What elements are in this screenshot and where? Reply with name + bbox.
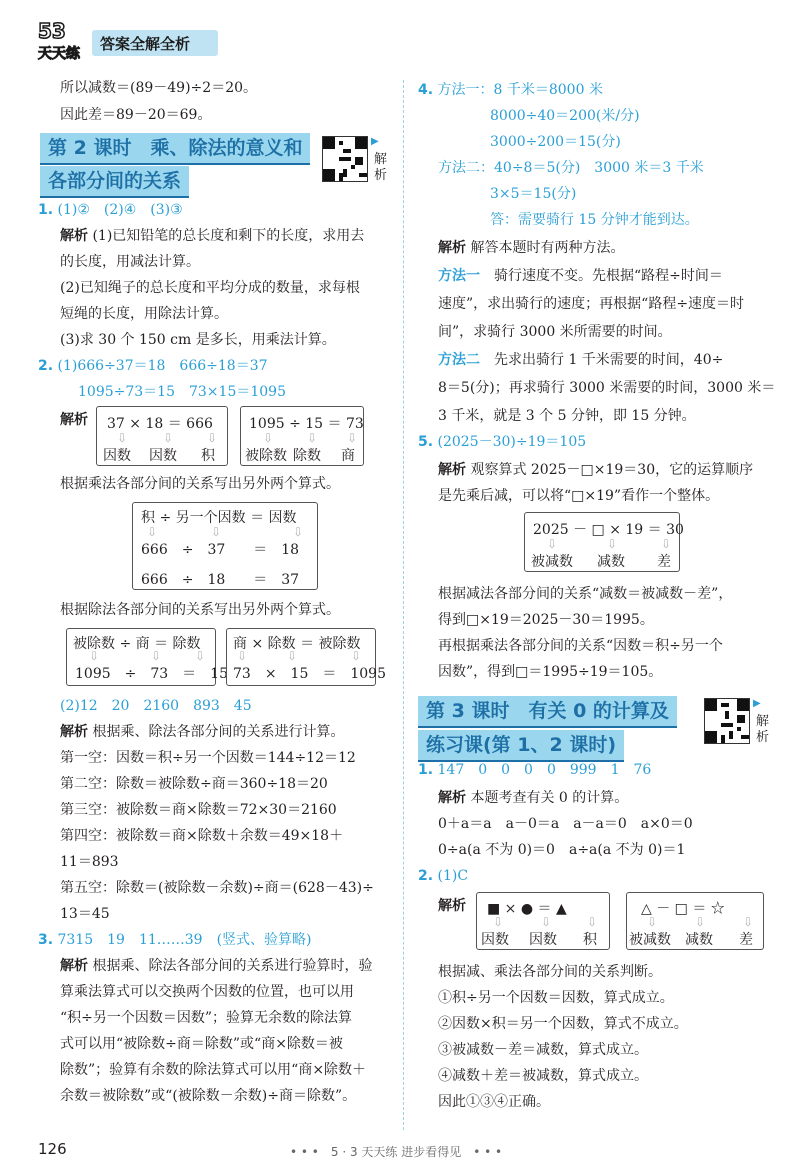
box-label: 因数 — [103, 448, 131, 464]
answer: 7315 19 11……39 (竖式、验算略) — [57, 932, 312, 948]
play-icon: ▶ — [753, 698, 761, 709]
box-equation: ■ × ● ＝ ▲ — [487, 901, 567, 917]
text-line: ④减数＋差＝被减数，算式成立。 — [438, 1068, 648, 1084]
text-line: 因数”，得到□＝1995÷19＝105。 — [438, 664, 663, 680]
brand-logo — [36, 14, 88, 62]
box-label: 差 — [657, 554, 671, 570]
q-number: 3. — [38, 932, 54, 948]
relation-box: ■ × ● ＝ ▲ ⇩ ⇩ ⇩ 因数 因数 积 — [476, 892, 610, 950]
q-number: 1. — [418, 762, 434, 778]
svg-text:53: 53 — [38, 19, 66, 43]
box-label: 因数 — [529, 932, 557, 948]
answer: 8000÷40＝200(米/分) — [490, 108, 640, 124]
q-number: 1. — [38, 202, 54, 218]
relation-box: 商 × 除数 ＝ 被除数 ⇩ ⇩ ⇩ 73 × 15 ＝ 1095 — [226, 628, 376, 686]
answer: 方法二：40÷8＝5(分) 3000 米＝3 千米 — [438, 160, 704, 176]
box-label: 被减数 — [629, 932, 671, 948]
analysis-label: 解析 — [438, 462, 466, 478]
text-line: 余数＝被除数”或“(被除数－余数)÷商＝除数”。 — [60, 1088, 357, 1104]
text-line: 根据减法各部分间的关系“减数＝被减数－差”， — [438, 586, 733, 602]
answer: 1095÷73＝15 73×15＝1095 — [78, 384, 286, 400]
text-line: 先求出骑行 1 千米需要的时间，40÷ — [494, 352, 724, 368]
lesson-title-3b: 练习课(第 1、2 课时) — [418, 730, 624, 762]
relation-box: △ － □ ＝ ☆ ⇩ ⇩ ⇩ 被减数 减数 差 — [626, 892, 764, 950]
text-line: 根据减、乘法各部分间的关系判断。 — [438, 964, 662, 980]
analysis-label: 解析 — [438, 790, 466, 806]
qr-code-icon[interactable] — [322, 136, 368, 182]
analysis-label: 解析 — [60, 724, 88, 740]
text-line: 观察算式 2025－□×19＝30，它的运算顺序 — [470, 462, 754, 478]
text-line: 解答本题时有两种方法。 — [470, 240, 625, 256]
box-equation: 积 ÷ 另一个因数 ＝ 因数 — [141, 510, 297, 526]
text-line: 根据乘、除法各部分间的关系进行验算时，验 — [92, 958, 373, 974]
relation-box: 积 ÷ 另一个因数 ＝ 因数 ⇩ ⇩ ⇩ 666 ÷ 37 ＝ 18 666 ÷ 18 ＝ 37 — [132, 502, 318, 590]
answer: 147 0 0 0 0 999 1 76 — [437, 762, 652, 778]
box-equation: 666 ÷ 37 ＝ 18 — [141, 542, 300, 558]
answer: 答：需要骑行 15 分钟才能到达。 — [490, 212, 699, 228]
text-line: ③被减数－差＝减数，算式成立。 — [438, 1042, 648, 1058]
box-label: 差 — [739, 932, 753, 948]
lesson-title-2b: 各部分间的关系 — [40, 166, 189, 198]
q-number: 5. — [418, 434, 434, 450]
box-label: 减数 — [685, 932, 713, 948]
page-number: 126 — [38, 1140, 67, 1158]
text-line: (1)已知铅笔的总长度和剩下的长度，求用去 — [92, 228, 365, 244]
box-label: 被除数 — [245, 448, 287, 464]
box-equation: 37 × 18 ＝ 666 — [107, 416, 213, 432]
box-label: 商 — [341, 448, 355, 464]
qr-label: 解析 — [756, 714, 770, 745]
text-line: 式可以用“被除数÷商＝除数”或“商×除数＝被 — [60, 1036, 343, 1052]
analysis-label: 解析 — [60, 412, 88, 428]
method-label: 方法二 — [438, 352, 480, 368]
box-equation: 1095 ÷ 73 ＝ 15 — [75, 666, 228, 682]
box-equation: △ － □ ＝ ☆ — [641, 901, 725, 917]
text-line: 是先乘后减，可以将“□×19”看作一个整体。 — [438, 488, 720, 504]
text-line: 第五空：除数＝(被除数－余数)÷商＝(628－43)÷ — [60, 880, 374, 896]
relation-box: 被除数 ÷ 商 ＝ 除数 ⇩ ⇩ ⇩ 1095 ÷ 73 ＝ 15 — [66, 628, 216, 686]
analysis-label: 解析 — [60, 228, 88, 244]
box-label: 因数 — [481, 932, 509, 948]
text-line: 0＋a＝a a－0＝a a－a＝0 a×0＝0 — [438, 816, 693, 832]
text-line: 骑行速度不变。先根据“路程÷时间＝ — [494, 268, 723, 284]
box-equation: 商 × 除数 ＝ 被除数 — [233, 636, 361, 652]
answer: (1)666÷37＝18 666÷18＝37 — [57, 358, 268, 374]
qr-code-icon[interactable] — [704, 698, 750, 744]
box-label: 除数 — [293, 448, 321, 464]
lesson-title-2a: 第 2 课时 乘、除法的意义和 — [40, 133, 310, 165]
text-line: 0÷a(a 不为 0)＝0 a÷a(a 不为 0)＝1 — [438, 842, 686, 858]
text-line: 因此①③④正确。 — [438, 1094, 550, 1110]
text-line: 第四空：被除数＝商×除数＋余数＝49×18＋ — [60, 828, 344, 844]
box-equation: 73 × 15 ＝ 1095 — [233, 666, 386, 682]
answer: (1)② (2)④ (3)③ — [57, 202, 183, 218]
text-line: 的长度，用减法计算。 — [60, 254, 200, 270]
text-line: 因此差＝89－20＝69。 — [60, 107, 212, 123]
analysis-label: 解析 — [60, 958, 88, 974]
text-line: 短绳的长度，用除法计算。 — [60, 306, 228, 322]
footer-slogan: • • • 5 · 3 天天练 进步看得见 • • • — [290, 1145, 503, 1159]
svg-text:天天练: 天天练 — [38, 46, 80, 62]
text-line: 除数”；验算有余数的除法算式可以用“商×除数＋ — [60, 1062, 367, 1078]
box-label: 积 — [201, 448, 215, 464]
text-line: 间”，求骑行 3000 米所需要的时间。 — [438, 324, 672, 340]
box-label: 积 — [583, 932, 597, 948]
text-line: 根据乘法各部分间的关系写出另外两个算式。 — [60, 476, 340, 492]
answer: (2025－30)÷19＝105 — [437, 434, 587, 450]
text-line: (2)已知绳子的总长度和平均分成的数量，求每根 — [60, 280, 360, 296]
text-line: 第三空：被除数＝商×除数＝72×30＝2160 — [60, 802, 337, 818]
relation-box: 37 × 18 ＝ 666 ⇩ ⇩ ⇩ 因数 因数 积 — [96, 406, 228, 466]
text-line: 8＝5(分)；再求骑行 3000 米需要的时间，3000 米＝ — [438, 380, 776, 396]
method-label: 方法一 — [438, 268, 480, 284]
play-icon: ▶ — [371, 136, 379, 147]
column-divider — [403, 80, 404, 1130]
q-number: 2. — [38, 358, 54, 374]
box-equation: 被除数 ÷ 商 ＝ 除数 — [73, 636, 201, 652]
answer: (1)C — [437, 868, 469, 884]
relation-box: 1095 ÷ 15 ＝ 73 ⇩ ⇩ ⇩ 被除数 除数 商 — [240, 406, 364, 466]
text-line: 速度”，求出骑行的速度；再根据“路程÷速度＝时 — [438, 296, 745, 312]
text-line: ②因数×积＝另一个因数，算式不成立。 — [438, 1016, 688, 1032]
answer: 3000÷200＝15(分) — [490, 134, 621, 150]
answer: (2)12 20 2160 893 45 — [60, 698, 252, 714]
box-label: 因数 — [149, 448, 177, 464]
text-line: 再根据乘法各部分间的关系“因数＝积÷另一个 — [438, 638, 723, 654]
answer: 3×5＝15(分) — [490, 186, 577, 202]
text-line: 算乘法算式可以交换两个因数的位置，也可以用 — [60, 984, 354, 1000]
text-line: ①积÷另一个因数＝因数，算式成立。 — [438, 990, 674, 1006]
text-line: 第一空：因数＝积÷另一个因数＝144÷12＝12 — [60, 750, 356, 766]
q-number: 4. — [418, 82, 434, 98]
analysis-label: 解析 — [438, 240, 466, 256]
text-line: 得到□×19＝2025－30＝1995。 — [438, 612, 654, 628]
text-line: 所以减数＝(89－49)÷2＝20。 — [60, 80, 258, 96]
lesson-title-3a: 第 3 课时 有关 0 的计算及 — [418, 696, 677, 728]
text-line: 3 千米，就是 3 个 5 分钟，即 15 分钟。 — [438, 408, 696, 424]
text-line: 根据除法各部分间的关系写出另外两个算式。 — [60, 602, 340, 618]
qr-label: 解析 — [374, 152, 388, 183]
text-line: 13＝45 — [60, 906, 110, 922]
header-title: 答案全解全析 — [100, 35, 191, 53]
relation-box: 2025 － □ × 19 ＝ 30 ⇩ ⇩ ⇩ 被减数 减数 差 — [524, 512, 680, 572]
q-number: 2. — [418, 868, 434, 884]
analysis-label: 解析 — [438, 898, 466, 914]
box-label: 减数 — [597, 554, 625, 570]
box-equation: 2025 － □ × 19 ＝ 30 — [533, 522, 684, 538]
answer: 方法一：8 千米＝8000 米 — [437, 82, 603, 98]
text-line: 第二空：除数＝被除数÷商＝360÷18＝20 — [60, 776, 328, 792]
box-equation: 666 ÷ 18 ＝ 37 — [141, 572, 300, 588]
text-line: (3)求 30 个 150 cm 是多长，用乘法计算。 — [60, 332, 336, 348]
text-line: 11＝893 — [60, 854, 119, 870]
text-line: “积÷另一个因数＝因数”；验算无余数的除法算 — [60, 1010, 353, 1026]
text-line: 根据乘、除法各部分间的关系进行计算。 — [92, 724, 345, 740]
text-line: 本题考查有关 0 的计算。 — [470, 790, 629, 806]
box-label: 被减数 — [531, 554, 573, 570]
box-equation: 1095 ÷ 15 ＝ 73 — [249, 416, 364, 432]
